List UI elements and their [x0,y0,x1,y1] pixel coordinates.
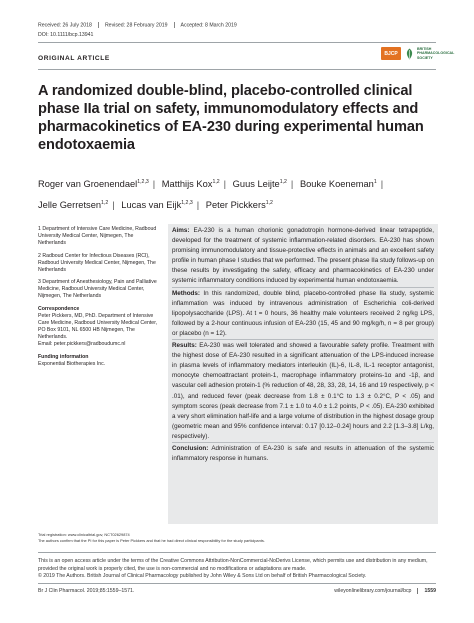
license-terms: This is an open access article under the terms of the Creative Commons Attribution-NonCommercial-NoDerivs License, which permits use and distribution in any medium, provided the original work is properly cited, the use is non-commercial and no modifications or adaptations are made. [38,558,428,572]
affiliation: 1 Department of Intensive Care Medicine, Radboud University Medical Center, Nijmegen, The Netherlands [38,226,157,246]
abstract-methods: Methods: In this randomized, double blind, placebo-controlled phase IIa study, systemic inflammation was induced by intravenous administration of Escherichia coli-derived lipopolysaccharide (LPS). At t = 0 hours, 36 healthy male volunteers received 2 ng/kg LPS, followed by a 2-hour continuous infusion of EA-230 (15, 45 and 90 mg/kg/h, n = 8 per group) or placebo (n = 12). [172,287,434,339]
correspondence-heading: Correspondence [38,306,80,313]
received-date: Received: 26 July 2018 [38,22,92,29]
article-title: A randomized double-blind, placebo-controlled clinical phase IIa trial on safety, immunomodulatory effects and pharmacokinetics of EA-230 during experimental human endotoxaemia [38,83,424,153]
funding-body: Exponential Biotherapies Inc. [38,360,106,367]
license-text [38,558,436,581]
article-type: ORIGINAL ARTICLE [38,55,110,62]
abstract-box [168,224,438,524]
author[interactable]: Jelle Gerretsen$^{1,2}$ [38,200,109,210]
affiliation: 2 Radboud Center for Infectious Diseases (RCI), Radboud University Medical Center, Nijmegen, The Netherlands [38,252,156,273]
abstract-conclusion: Conclusion: Administration of EA-230 is safe and results in attenuation of the systemic inflammatory response in humans. [172,442,434,464]
abstract-results: Results: EA-230 was well tolerated and showed a favourable safety profile. Treatment with the highest dose of EA-230 resulted in a significant attenuation of the LPS-induced increase in plasma levels of inflammatory mediators interleukin (IL)-6, IL-8, IL-1 receptor antagonist, monocyte chemoattractant protein-1, macrophage inflammatory proteins-1α and -1β, and vascular cell adhesion protein-1 (% reduction of 48, 28, 33, 28, 14, 16 and 19 respectively, p < .01), and reduced fever (peak decrease from 1.8 ± 0.1°C to 1.3 ± 0.2°C, P < .05) and symptom scores (peak decrease from 7.1 ± 1.0 to 4.0 ± 1.2 points, P < .05). EA-230 exhibited a very short elimination half-life and a large volume of distribution in the highest dosage group (geometric mean and 95% confidence interval: 0.17 [0.12–0.24] hours and 2.2 [1.3–3.8] L/kg, respectively). [172,339,434,442]
divider [98,22,99,28]
funding [38,354,158,368]
header-rule [38,42,436,43]
journal-url[interactable]: wileyonlinelibrary.com/journal/bcp [334,588,412,594]
trial-registration[interactable]: Trial registration: www.clinicaltrial.gov, NCT02629874 [38,532,130,537]
revised-date: Revised: 28 February 2019 [104,22,168,29]
page-footer [38,588,436,594]
author[interactable]: Peter Pickkers$^{1,2}$ [205,200,273,210]
article-dates [38,22,237,28]
correspondence [38,306,158,347]
author[interactable]: Guus Leijte$^{1,2}$ [232,179,287,189]
author[interactable]: Lucas van Eijk$^{1,2,3}$ [121,200,193,210]
affiliation: 3 Department of Anesthesiology, Pain and Palliative Medicine, Radboud University Medical Center, Nijmegen, The Netherlands [38,279,157,300]
bjcp-logo: BJCP [381,47,401,60]
correspondence-body: Peter Pickkers, MD, PhD. Department of Intensive Care Medicine, Radboud University Medical Center, PO Box 9101, NL 6500 HB Nijmegen, The Netherlands. [38,313,158,340]
license-rule [38,552,436,553]
footer-rule [38,583,436,584]
doi[interactable]: DOI: 10.1111/bcp.13941 [38,32,94,38]
copyright: © 2019 The Authors. British Journal of Clinical Pharmacology published by John Wiley & Sons Ltd on behalf of British Pharmacological Society. [38,573,367,580]
footnotes [38,532,436,544]
pi-statement: The authors confirm that the PI for this paper is Peter Pickkers and that he had direct clinical responsibility for the study participants. [38,538,265,543]
author[interactable]: Roger van Groenendael$^{1,2,3}$ [38,179,149,189]
society-name: BRITISH PHARMACOLOGICAL SOCIETY [417,47,455,60]
funding-heading: Funding information [38,353,89,360]
bps-emblem-icon [404,47,414,60]
accepted-date: Accepted: 8 March 2019 [180,22,237,29]
journal-logos [381,47,454,60]
divider [174,22,175,28]
page-number: 1559 [417,588,436,594]
affiliations-column [38,226,158,373]
journal-citation: Br J Clin Pharmacol. 2019;85:1559–1571. [38,588,135,594]
title-rule [38,69,436,70]
author-list: Roger van Groenendael$^{1,2,3}$ | Matthijs Kox$^{1,2}$ | Guus Leijte$^{1,2}$ | Bouke Koeneman$^1$ | Jelle Gerretsen$^{1,2}$ | Lucas van Eijk$^{1,2,3}$ | Peter Pickkers$^{1,2}$ [38,179,384,210]
correspondence-email[interactable]: Email: peter.pickkers@radboudumc.nl [38,340,126,347]
abstract-aims: Aims: EA-230 is a human chorionic gonadotropin hormone-derived linear tetrapeptide, developed for the treatment of systemic inflammation-related disorders. EA-230 has shown promising immunomodulatory and tissue-protective effects in animals and an excellent safety profile in human phase I studies that we performed. The present phase IIa study follows-up on these results by investigating the safety, efficacy and pharmacokinetics of EA-230 under systemic inflammatory conditions induced by experimental human endotoxaemia. [172,227,435,285]
author[interactable]: Bouke Koeneman$^1$ [299,179,377,189]
author[interactable]: Matthijs Kox$^{1,2}$ [161,179,220,189]
